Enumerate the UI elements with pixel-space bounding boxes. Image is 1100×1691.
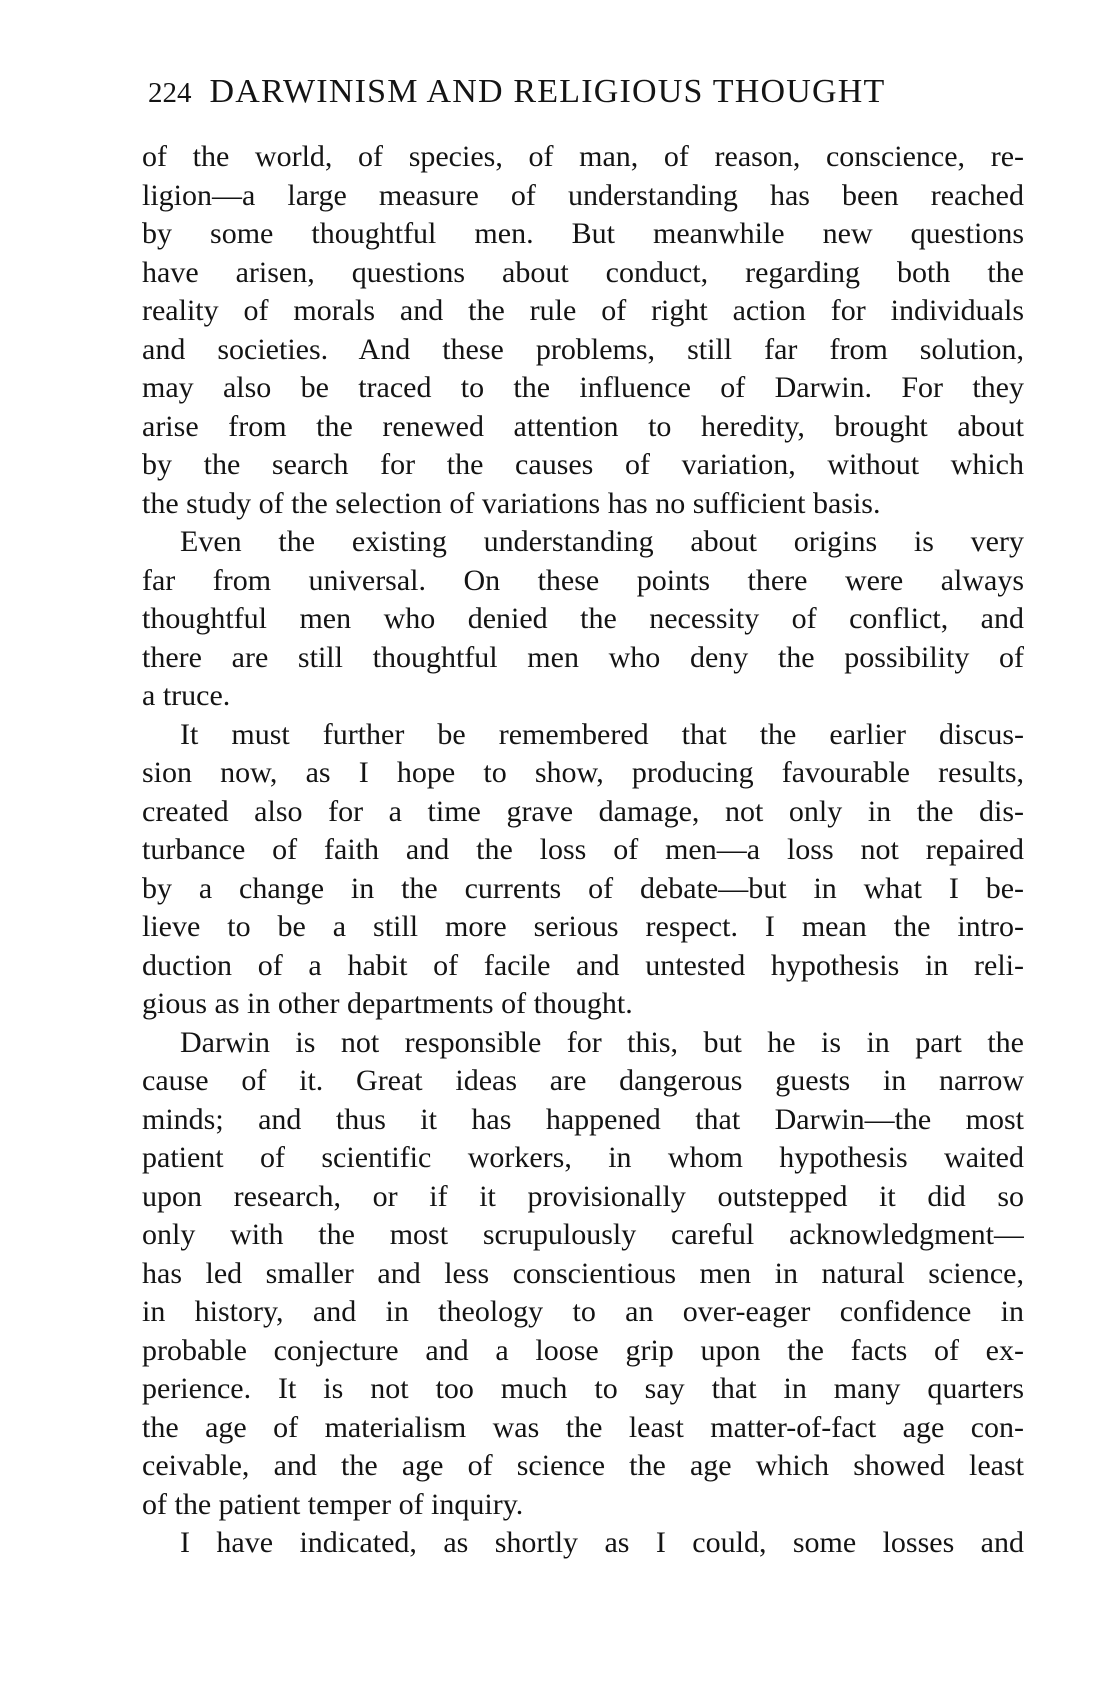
text-line: by the search for the causes of variation, without which [142, 448, 1024, 481]
text-line: of the patient temper of inquiry. [142, 1487, 524, 1521]
text-line: a truce. [142, 679, 231, 712]
text-line: the study of the selection of variations has no sufficient basis. [142, 486, 881, 520]
text-line: may also be traced to the influence of Darwin. For they [142, 371, 1024, 404]
text-line: turbance of faith and the loss of men—a loss not repaired [142, 833, 1024, 866]
text-line: reality of morals and the rule of right action for individuals [142, 294, 1024, 327]
text-line: lieve to be a still more serious respect. I mean the intro- [142, 910, 1024, 943]
text-line: patient of scientific workers, in whom hypothesis waited [142, 1141, 1024, 1174]
text-line: sion now, as I hope to show, producing favourable results, [142, 756, 1024, 789]
text-line: far from universal. On these points there were always [142, 563, 1024, 597]
text-line: I have indicated, as shortly as I could, some losses and [180, 1526, 1024, 1559]
text-line: there are still thoughtful men who deny the possibility of [142, 640, 1024, 674]
body-text [142, 138, 1024, 1563]
text-line: minds; and thus it has happened that Darwin—the most [142, 1102, 1024, 1136]
text-line: gious as in other departments of thought. [142, 987, 633, 1020]
text-line: cause of it. Great ideas are dangerous guests in narrow [142, 1064, 1024, 1097]
text-line: by some thoughtful men. But meanwhile new questions [142, 217, 1024, 250]
text-line: in history, and in theology to an over-eager confidence in [142, 1295, 1024, 1328]
running-head [148, 68, 978, 116]
text-line: Even the existing understanding about origins is very [180, 525, 1024, 558]
text-line: Darwin is not responsible for this, but he is in part the [180, 1025, 1024, 1059]
text-line: probable conjecture and a loose grip upon the facts of ex- [142, 1333, 1024, 1367]
text-line: arise from the renewed attention to heredity, brought about [142, 409, 1024, 443]
text-line: duction of a habit of facile and untested hypothesis in reli- [142, 948, 1024, 982]
text-line: perience. It is not too much to say that in many quarters [142, 1372, 1024, 1405]
text-line: and societies. And these problems, still far from solution, [142, 332, 1024, 366]
text-line: by a change in the currents of debate—but in what I be- [142, 871, 1024, 905]
text-line: thoughtful men who denied the necessity of conflict, and [142, 602, 1024, 635]
text-line: ceivable, and the age of science the age which showed least [142, 1449, 1024, 1482]
text-line: have arisen, questions about conduct, regarding both the [142, 255, 1024, 289]
text-line: only with the most scrupulously careful acknowledgment— [142, 1218, 1024, 1251]
text-line: created also for a time grave damage, not only in the dis- [142, 794, 1024, 828]
text-line: ligion—a large measure of understanding has been reached [142, 178, 1024, 212]
text-line: has led smaller and less conscientious men in natural science, [142, 1256, 1024, 1290]
text-line: of the world, of species, of man, of reason, conscience, re- [142, 140, 1024, 173]
page-number: 224 [148, 77, 192, 109]
text-line: It must further be remembered that the earlier discus- [180, 717, 1024, 751]
text-line: upon research, or if it provisionally outstepped it did so [142, 1179, 1024, 1213]
running-title: DARWINISM AND RELIGIOUS THOUGHT [209, 73, 886, 110]
text-line: the age of materialism was the least matter-of-fact age con- [142, 1410, 1024, 1444]
